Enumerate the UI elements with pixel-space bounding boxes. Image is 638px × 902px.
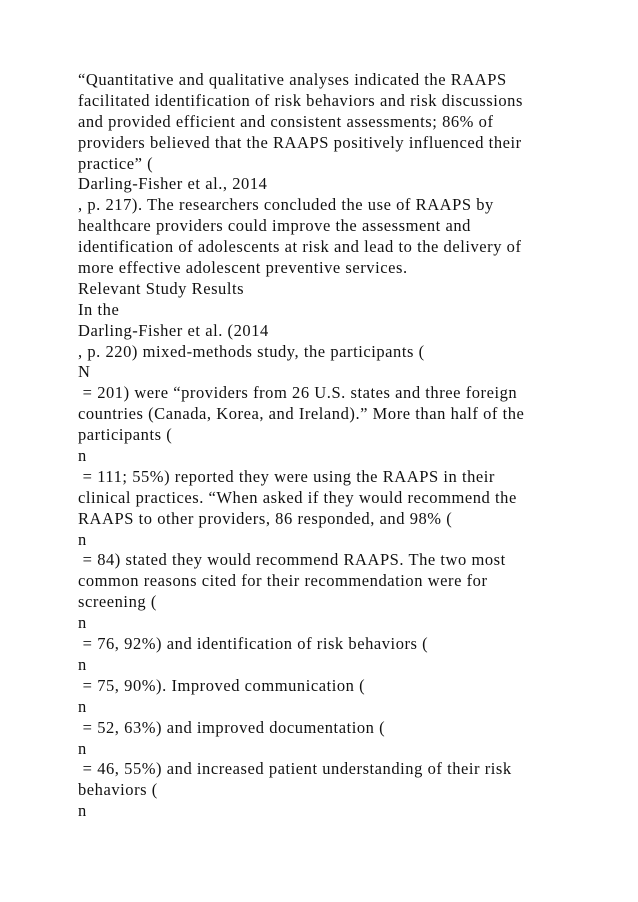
text-line: behaviors ( bbox=[78, 780, 158, 800]
text-line: Darling-Fisher et al., 2014 bbox=[78, 174, 268, 194]
text-line: = 75, 90%). Improved communication ( bbox=[78, 675, 366, 695]
text-line: and provided efficient and consistent assessments; 86% of bbox=[78, 111, 494, 131]
text-line: = 46, 55%) and increased patient understanding of their risk bbox=[78, 759, 512, 779]
text-line: n bbox=[78, 529, 87, 549]
text-line: = 52, 63%) and improved documentation ( bbox=[78, 717, 386, 737]
text-line: countries (Canada, Korea, and Ireland).” More than half of the bbox=[78, 404, 525, 424]
text-line: participants ( bbox=[78, 425, 173, 445]
text-line: healthcare providers could improve the assessment and bbox=[78, 216, 471, 236]
section-heading: Relevant Study Results bbox=[78, 278, 245, 298]
text-line: “Quantitative and qualitative analyses indicated the RAAPS bbox=[78, 70, 507, 89]
text-line: n bbox=[78, 696, 87, 716]
text-line: = 201) were “providers from 26 U.S. states and three foreign bbox=[78, 383, 518, 403]
text-line: n bbox=[78, 654, 87, 674]
text-line: n bbox=[78, 738, 87, 758]
text-line: more effective adolescent preventive services. bbox=[78, 258, 408, 278]
text-line: n bbox=[78, 801, 87, 821]
text-line: screening ( bbox=[78, 592, 157, 612]
document-body bbox=[78, 70, 618, 822]
text-line: = 84) stated they would recommend RAAPS. The two most bbox=[78, 550, 506, 570]
text-line: n bbox=[78, 446, 87, 466]
text-line: RAAPS to other providers, 86 responded, and 98% ( bbox=[78, 508, 453, 528]
text-line: = 76, 92%) and identification of risk behaviors ( bbox=[78, 634, 429, 654]
text-line: providers believed that the RAAPS positively influenced their bbox=[78, 132, 522, 152]
text-line: identification of adolescents at risk and lead to the delivery of bbox=[78, 237, 522, 257]
text-line: facilitated identification of risk behaviors and risk discussions bbox=[78, 90, 523, 110]
text-line: = 111; 55%) reported they were using the RAAPS in their bbox=[78, 466, 495, 486]
text-line: , p. 217). The researchers concluded the use of RAAPS by bbox=[78, 195, 494, 215]
text-line: Darling-Fisher et al. (2014 bbox=[78, 320, 269, 340]
text-line: n bbox=[78, 613, 87, 633]
text-line: In the bbox=[78, 299, 120, 319]
text-line: N bbox=[78, 362, 91, 382]
text-line: clinical practices. “When asked if they would recommend the bbox=[78, 487, 517, 507]
text-line: common reasons cited for their recommendation were for bbox=[78, 571, 488, 591]
text-line: , p. 220) mixed-methods study, the participants ( bbox=[78, 341, 425, 361]
text-line: practice” ( bbox=[78, 153, 154, 173]
